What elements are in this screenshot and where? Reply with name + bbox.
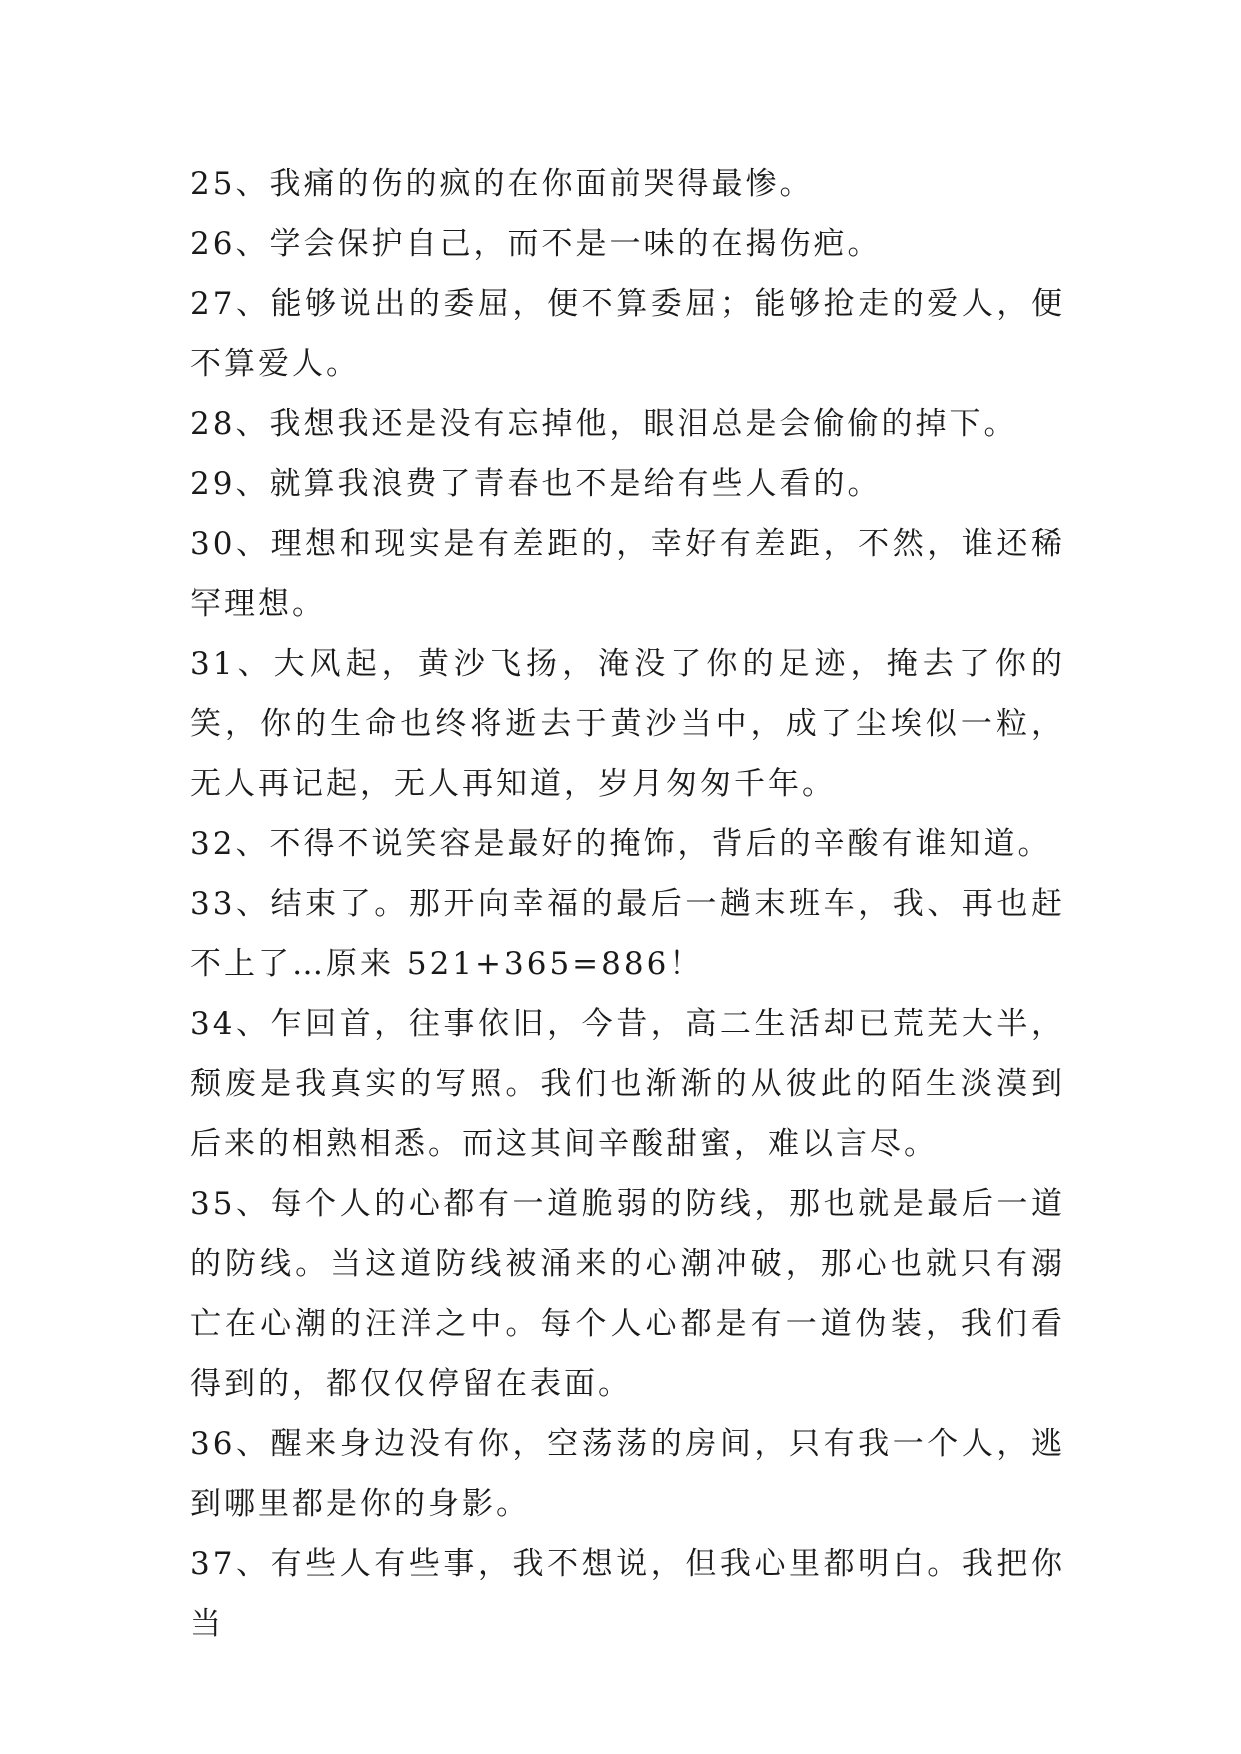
- entry-29: 29、就算我浪费了青春也不是给有些人看的。: [190, 466, 882, 502]
- entry-31: 31、大风起，黄沙飞扬，淹没了你的足迹，掩去了你的笑，你的生命也终将逝去于黄沙当中，成了尘埃似一粒，无人再记起，无人再知道，岁月匆匆千年。: [190, 646, 1065, 802]
- document-body: [190, 154, 1065, 1654]
- entry-32: 32、不得不说笑容是最好的掩饰，背后的辛酸有谁知道。: [190, 826, 1052, 862]
- entry-35: 35、每个人的心都有一道脆弱的防线，那也就是最后一道的防线。当这道防线被涌来的心潮冲破，那心也就只有溺亡在心潮的汪洋之中。每个人心都是有一道伪装，我们看得到的，都仅仅停留在表面。: [190, 1186, 1065, 1402]
- entry-30: 30、理想和现实是有差距的，幸好有差距，不然，谁还稀罕理想。: [190, 526, 1065, 622]
- entry-33: 33、结束了。那开向幸福的最后一趟末班车，我、再也赶不上了…原来 521+365=886！: [190, 886, 1065, 982]
- entry-28: 28、我想我还是没有忘掉他，眼泪总是会偷偷的掉下。: [190, 406, 1018, 442]
- entry-25: 25、我痛的伤的疯的在你面前哭得最惨。: [190, 166, 814, 202]
- entry-27: 27、能够说出的委屈，便不算委屈；能够抢走的爱人，便不算爱人。: [190, 286, 1065, 382]
- entry-36: 36、醒来身边没有你，空荡荡的房间，只有我一个人，逃到哪里都是你的身影。: [190, 1426, 1065, 1522]
- entry-37: 37、有些人有些事，我不想说，但我心里都明白。我把你当: [190, 1546, 1065, 1642]
- entry-26: 26、学会保护自己，而不是一味的在揭伤疤。: [190, 226, 882, 262]
- entry-34: 34、乍回首，往事依旧，今昔，高二生活却已荒芜大半，颓废是我真实的写照。我们也渐渐的从彼此的陌生淡漠到后来的相熟相悉。而这其间辛酸甜蜜，难以言尽。: [190, 1006, 1065, 1162]
